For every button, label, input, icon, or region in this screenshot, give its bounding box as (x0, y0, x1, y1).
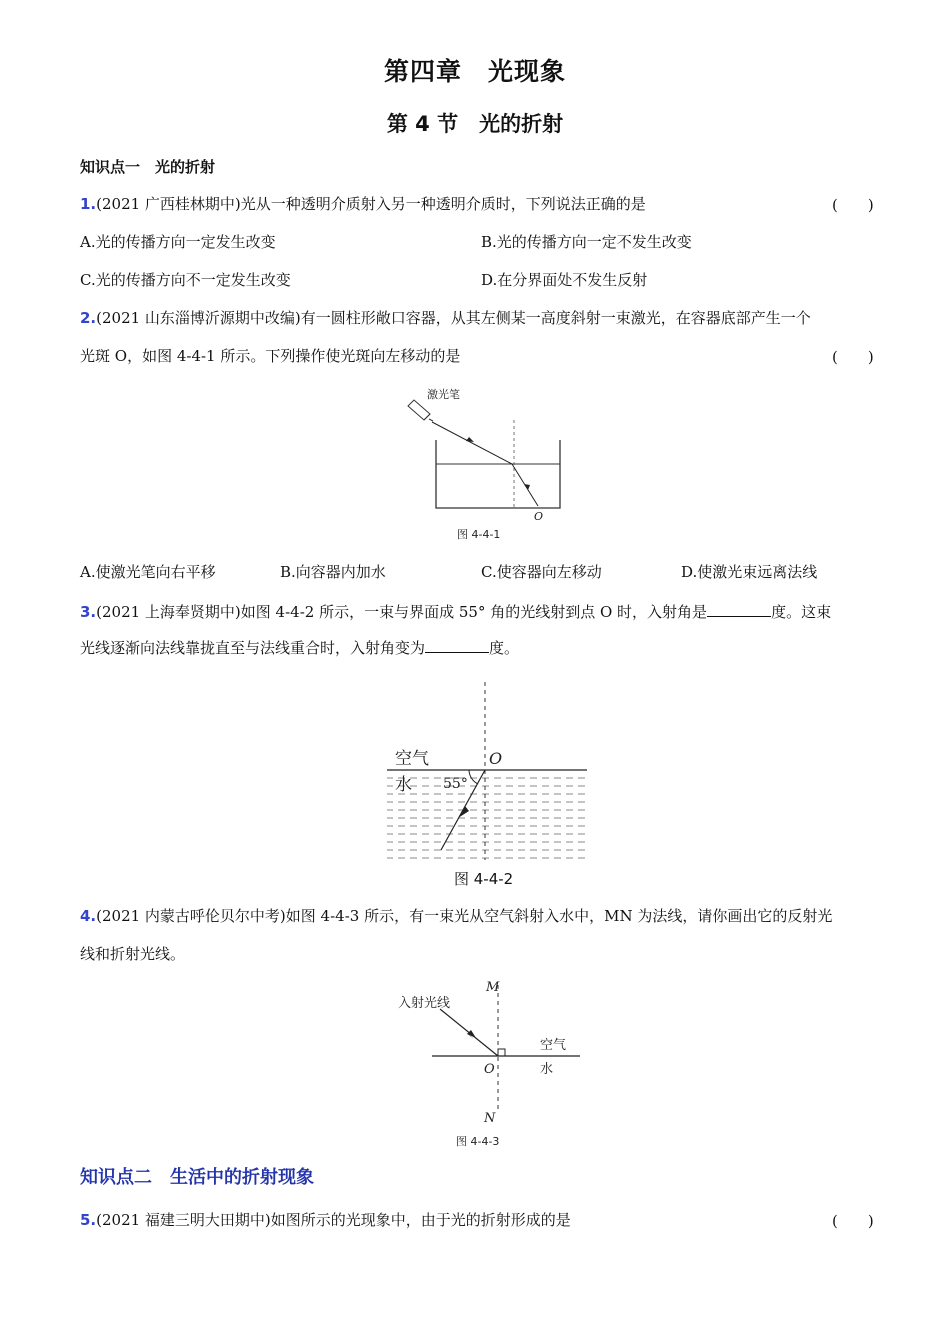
figure-4-4-2-caption: 图 4-4-2 (454, 870, 514, 888)
question-2-option-d[interactable]: D.使激光束远离法线 (681, 563, 818, 581)
question-2-number: 2. (80, 309, 97, 327)
question-5-text: (2021 福建三明大田期中)如图所示的光现象中，由于光的折射形成的是 (96, 1211, 571, 1229)
question-2-stem-line-2: 光斑 O，如图 4-4-1 所示。下列操作使光斑向左移动的是 (80, 347, 461, 365)
question-1-text: (2021 广西桂林期中)光从一种透明介质射入另一种透明介质时，下列说法正确的是 (96, 195, 646, 213)
point-o-label: O (489, 749, 503, 768)
question-3-text-1b: 度。这束 (771, 603, 832, 621)
figure-4-4-1 (400, 380, 580, 530)
question-4-number: 4. (80, 907, 97, 925)
question-3-blank-2[interactable] (425, 638, 489, 653)
chapter-title: 第四章 光现象 (383, 57, 566, 86)
question-4-stem-line-1 (80, 906, 832, 926)
question-3-stem-line-2 (80, 638, 519, 658)
question-1-option-b[interactable]: B.光的传播方向一定不发生改变 (481, 233, 692, 251)
section-title: 第 4 节 光的折射 (386, 112, 564, 136)
question-1-answer-bracket[interactable]: ( ) (832, 196, 874, 214)
question-2-answer-bracket[interactable]: ( ) (832, 348, 874, 366)
label-n: N (484, 1111, 496, 1125)
spot-label-o: O (534, 510, 544, 523)
container (436, 440, 560, 508)
figure-4-4-1-caption: 图 4-4-1 (457, 528, 501, 541)
question-4-stem-line-2: 线和折射光线。 (80, 945, 186, 963)
right-angle-mark (498, 1049, 505, 1056)
label-m: M (486, 980, 500, 995)
water-label: 水 (395, 775, 412, 795)
water-label: 水 (540, 1062, 554, 1077)
question-3-stem-line-1 (80, 602, 831, 622)
question-1-number: 1. (80, 195, 97, 213)
angle-label: 55° (443, 776, 468, 792)
question-2-option-a[interactable]: A.使激光笔向右平移 (80, 563, 216, 581)
question-3-text-2b: 度。 (489, 639, 520, 657)
question-2-option-c[interactable]: C.使容器向左移动 (481, 563, 602, 581)
question-2-text-1: (2021 山东淄博沂源期中改编)有一圆柱形敞口容器，从其左侧某一高度斜射一束激光，在容器底部产生一个 (96, 309, 811, 327)
question-1-option-a[interactable]: A.光的传播方向一定发生改变 (80, 233, 276, 251)
laser-pen-icon (408, 400, 433, 421)
question-5-number: 5. (80, 1211, 97, 1229)
label-o: O (484, 1062, 495, 1077)
knowledge-point-1-heading: 知识点一 光的折射 (80, 158, 216, 176)
incident-ray (432, 422, 512, 464)
question-3-blank-1[interactable] (707, 602, 771, 617)
question-3-text-2a: 光线逐渐向法线靠拢直至与法线重合时，入射角变为 (80, 639, 426, 657)
question-2-option-b[interactable]: B.向容器内加水 (280, 563, 386, 581)
figure-4-4-3-caption: 图 4-4-3 (456, 1135, 500, 1148)
question-5-stem (80, 1210, 571, 1230)
question-3-number: 3. (80, 603, 97, 621)
question-5-answer-bracket[interactable]: ( ) (832, 1212, 874, 1230)
knowledge-point-2-heading: 知识点二 生活中的折射现象 (80, 1167, 314, 1188)
question-1-option-d[interactable]: D.在分界面处不发生反射 (481, 271, 648, 289)
water-region (387, 770, 587, 860)
question-1-stem (80, 194, 646, 214)
laser-pen-label: 激光笔 (427, 388, 460, 401)
arrow-icon (466, 437, 474, 442)
question-2-stem-line-1 (80, 308, 811, 328)
question-4-text-1: (2021 内蒙古呼伦贝尔中考)如图 4-4-3 所示，有一束光从空气斜射入水中，MN 为法线，请你画出它的反射光 (96, 907, 833, 925)
question-3-text-1a: (2021 上海奉贤期中)如图 4-4-2 所示，一束与界面成 55° 角的光线射到点 O 时，入射角是 (96, 603, 708, 621)
air-label: 空气 (395, 749, 429, 769)
figure-4-4-3[interactable] (390, 975, 590, 1125)
incident-ray-label: 入射光线 (398, 996, 451, 1011)
air-label: 空气 (540, 1038, 567, 1053)
question-1-option-c[interactable]: C.光的传播方向不一定发生改变 (80, 271, 291, 289)
figure-4-4-2 (385, 678, 590, 863)
arrow-icon (467, 1030, 476, 1038)
